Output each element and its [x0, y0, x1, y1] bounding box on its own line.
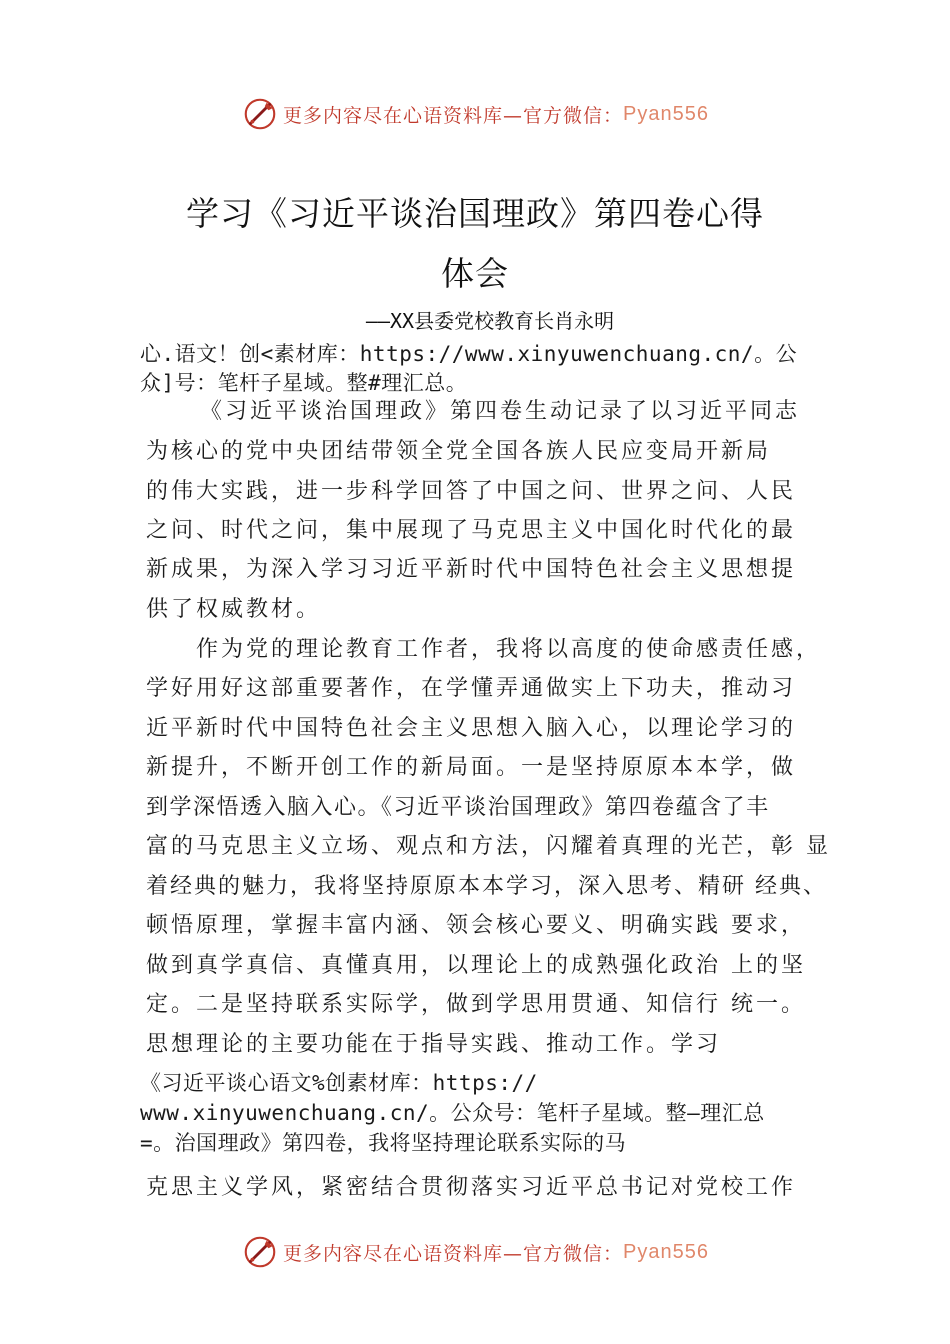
body-line: 克思主义学风，紧密结合贯彻落实习近平总书记对党校工作 [146, 1175, 797, 1200]
body-line: 学好用好这部重要著作，在学懂弄通做实上下功夫，推动习 [146, 676, 797, 701]
watermark-banner-bottom [0, 1232, 950, 1272]
body-line: 定。二是坚持联系实际学，做到学思用贯通、知信行 统一。 [146, 992, 806, 1017]
body-line: 富的马克思主义立场、观点和方法，闪耀着真理的光芒，彰 显 [146, 834, 831, 859]
banner-text: 更多内容尽在心语资料库—官方微信： [283, 1242, 624, 1265]
pen-logo-icon [241, 95, 279, 133]
body-line: 心.语文！创<素材库：https://www.xinyuwenchuang.cn/。公 [140, 342, 798, 366]
body-line: 思想理论的主要功能在于指导实践、推动工作。学习 [146, 1032, 722, 1057]
body-line: 众]号：笔杆子星域。整#理汇总。 [140, 371, 468, 395]
banner-wechat-id: Pyan556 [623, 1240, 709, 1263]
body-line: 的伟大实践，进一步科学回答了中国之问、世界之问、人民 [146, 479, 797, 504]
body-line: 近平新时代中国特色社会主义思想入脑入心，以理论学习的 [146, 716, 797, 741]
body-line: 为核心的党中央团结带领全党全国各族人民应变局开新局 [146, 439, 772, 464]
body-line: 作为党的理论教育工作者，我将以高度的使命感责任感， [196, 637, 822, 662]
banner-text: 更多内容尽在心语资料库—官方微信： [283, 104, 624, 127]
pen-logo-icon [241, 1233, 279, 1271]
body-line: 顿悟原理，掌握丰富内涵、领会核心要义、明确实践 要求， [146, 913, 806, 938]
body-line: www.xinyuwenchuang.cn/。公众号：笔杆子星域。整—理汇总 [140, 1101, 765, 1125]
body-line: 着经典的魅力，我将坚持原原本本学习，深入思考、精研 经典、 [146, 874, 827, 899]
body-line: 之问、时代之问，集中展现了马克思主义中国化时代化的最 [146, 518, 797, 543]
body-line: 《习近平谈治国理政》第四卷生动记录了以习近平同志 [200, 399, 801, 424]
body-line: 做到真学真信、真懂真用，以理论上的成熟强化政治 上的坚 [146, 953, 806, 978]
document-title-line2: 体会 [441, 254, 509, 293]
author-byline: ——XX县委党校教育长肖永明 [365, 309, 615, 333]
body-line: 供了权威教材。 [146, 597, 322, 622]
body-line: 《习近平谈心语文%创素材库：https:// [140, 1071, 538, 1095]
body-line: 新提升，不断开创工作的新局面。一是坚持原原本本学，做 [146, 755, 797, 780]
body-line: 新成果，为深入学习习近平新时代中国特色社会主义思想提 [146, 557, 797, 582]
watermark-banner-top [0, 94, 950, 134]
body-line: =。治国理政》第四卷，我将坚持理论联系实际的马 [140, 1131, 627, 1155]
body-line: 到学深悟透入脑入心。《习近平谈治国理政》第四卷蕴含了丰 [146, 795, 770, 820]
document-title-line1: 学习《习近平谈治国理政》第四卷心得 [186, 194, 764, 233]
banner-wechat-id: Pyan556 [623, 102, 709, 125]
